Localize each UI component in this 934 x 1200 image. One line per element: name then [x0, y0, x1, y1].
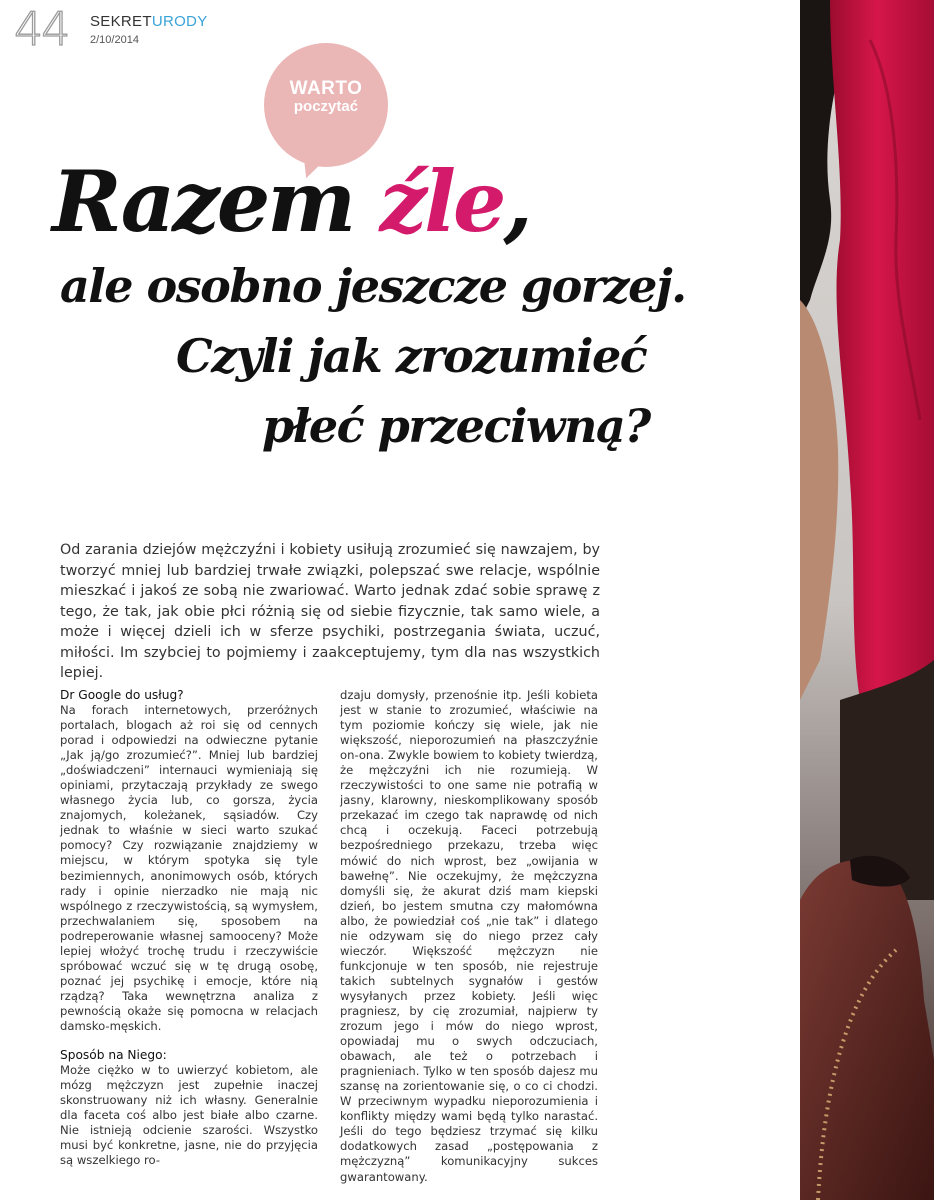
speech-bubble-badge — [264, 43, 388, 167]
section-heading-dr-google: Dr Google do usług? — [60, 688, 184, 702]
bubble-line1: WARTO — [289, 78, 363, 99]
section-paragraph: Może ciężko w to uwierzyć kobietom, ale mózg mężczyzn jest zupełnie inaczej skonstruowany niż ich własny. Generalnie dla faceta coś albo jest białe albo czarne. Nie istnieją odcienie szarości. Wszystko musi być konkretne, jasne, nie do przyjęcia są wszelkiego ro- — [60, 1063, 318, 1168]
article-column-2 — [340, 688, 598, 1199]
headline-line1 — [52, 152, 530, 251]
headline-line4: płeć przeciwną? — [262, 399, 650, 453]
section-paragraph: dzaju domysły, przenośnie itp. Jeśli kobieta jest w stanie to zrozumieć, właściwie na tym poziomie kończy się wiele, jak nie większość, nieporozumień na płaszczyźnie on-ona. Zwykle bowiem to kobiety twierdzą, że mężczyźni ich nie rozumieją. W rzeczywistości to one same nie potrafią w jasny, klarowny, nieskomplikowany sposób przekazać im czego tak naprawdę od nich chcą i oczekują. Faceci potrzebują bezpośredniego przekazu, trzeba więc mówić do nich wprost, bez „owijania w bawełnę”. Nie oczekujmy, że mężczyzna domyśli się, że akurat dziś mam kiepski dzień, bo jestem smutna czy małomówna albo, że powiedział coś „nie tak” i dlatego nie odzywam się do niego przez cały wieczór. Większość mężczyzn nie funkcjonuje w ten sposób, nie rejestruje takich subtelnych sygnałów i gestów wysyłanych przez kobiety. Jeśli więc pragniesz, by cię zrozumiał, najpierw ty zrozum jego i mów do niego wprost, opowiadaj mu o swych odczuciach, obawach, ale też o potrzebach i pragnieniach. Tylko w ten sposób dajesz mu szansę na zorientowanie się, o co ci chodzi. W przeciwnym wypadku nieporozumienia i konflikty między wami będą tylko narastać. Jeśli do tego będziesz trzymać się kilku dodatkowych zasad „postępowania z mężczyzną” komunikacyjny sukces gwarantowany. — [340, 688, 598, 1184]
bubble-line2: poczytać — [293, 97, 359, 115]
magazine-brand — [90, 14, 208, 29]
photo-illustration — [800, 0, 934, 1200]
headline-line3: Czyli jak zrozumieć — [176, 329, 647, 383]
headline-word-pink: źle — [379, 152, 504, 251]
section-heading-sposob: Sposób na Niego: — [60, 1048, 167, 1063]
headline-line2: ale osobno jeszcze gorzej. — [60, 259, 686, 313]
headline-word-black: Razem — [52, 152, 380, 251]
bubble-text — [264, 79, 388, 115]
intro-paragraph: Od zarania dziejów mężczyźni i kobiety usiłują zrozumieć się nawzajem, by tworzyć mniej lub bardziej trwałe związki, polepszać swe relacje, wspólnie mieszkać i jakoś ze sobą nie zwariować. Warto jednak zdać sobie sprawę z tego, że tak, jak obie płci różnią się od siebie fizycznie, tak samo wiele, a może i więcej dzieli ich w sferze psychiki, postrzegania świata, uczuć, miłości. Im szybciej to pojmiemy i zaakceptujemy, tym dla nas wszystkich lepiej. — [60, 542, 600, 681]
section-paragraph: Na forach internetowych, przeróżnych portalach, blogach aż roi się od cennych porad i odpowiedzi na odwieczne pytanie „Jak ją/go zrozumieć?”. Mniej lub bardziej „doświadczeni” internauci wymieniają się opiniami, przytaczają przykłady ze swego własnego życia lub, co gorsza, życia znajomych, koleżanek, sąsiadów. Czy jednak to właśnie w sieci warto szukać pomocy? Czy rozwiązanie znajdziemy w miejscu, w którym spotyka się tyle bezimiennych, anonimowych osób, których rady i opinie nierzadko nie mają nic wspólnego z rzeczywistością, są wymysłem, przechwalaniem się, sposobem na podreperowanie własnej samooceny? Może lepiej włożyć trochę trudu i rzeczywiście spróbować wczuć się w tę drugą osobę, poznać jej psychikę i emocje, które nią rządzą? Taka wewnętrzna analiza z pewnością okaże się pomocna w relacjach damsko-męskich. — [60, 703, 318, 1033]
headline-comma: , — [503, 152, 530, 251]
brand-part1: SEKRET — [90, 13, 152, 30]
woman-red-dress-photo — [800, 0, 934, 1200]
page-number: 44 — [14, 2, 69, 56]
issue-date: 2/10/2014 — [90, 34, 139, 46]
article-column-1 — [60, 688, 318, 1182]
brand-part2: URODY — [151, 13, 208, 30]
